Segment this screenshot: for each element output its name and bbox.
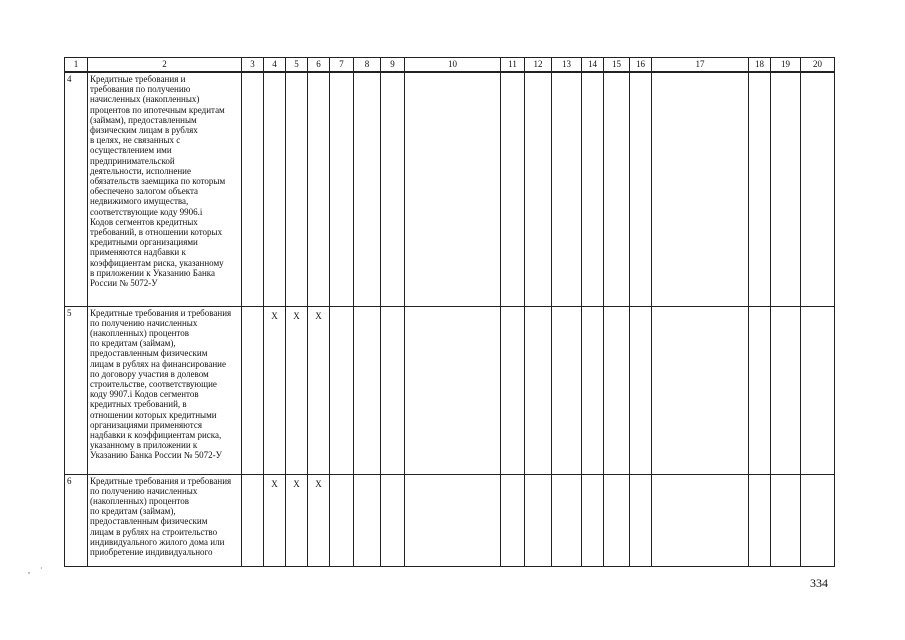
- table-row: [65, 474, 835, 566]
- table-cell: [405, 306, 501, 474]
- table-cell: [604, 306, 630, 474]
- row-number: 6: [65, 474, 88, 566]
- column-number: 15: [604, 58, 630, 73]
- column-number: 8: [354, 58, 381, 73]
- column-number: 1: [65, 58, 88, 73]
- table-cell: [749, 72, 771, 306]
- row-description: Кредитные требования и требования по получению начисленных (накопленных) процентов по кредитам (займам), предоставленным физическим лицам в рублях на строительство индивидуального жилого дома или приобретение индивидуального: [88, 474, 242, 566]
- table-cell: [749, 306, 771, 474]
- table-cell: [242, 72, 264, 306]
- column-number: 5: [286, 58, 308, 73]
- table-cell: [801, 72, 835, 306]
- table-cell: [330, 474, 354, 566]
- table-cell: [501, 306, 525, 474]
- page-number: 334: [810, 576, 828, 590]
- table-cell: [801, 306, 835, 474]
- table-cell: [525, 474, 552, 566]
- column-number: 10: [405, 58, 501, 73]
- column-number: 19: [771, 58, 801, 73]
- table-cell: X: [308, 474, 330, 566]
- table-cell: [582, 72, 604, 306]
- table-cell: [308, 72, 330, 306]
- register-table: [64, 57, 835, 567]
- table-cell: [286, 72, 308, 306]
- column-number: 6: [308, 58, 330, 73]
- table-cell: [652, 306, 749, 474]
- table-cell: [525, 72, 552, 306]
- row-number: 5: [65, 306, 88, 474]
- table-row: [65, 72, 835, 306]
- table-cell: [525, 306, 552, 474]
- table-cell: [405, 72, 501, 306]
- table-cell: [771, 72, 801, 306]
- scan-speck: ·: [40, 564, 43, 573]
- table-cell: [330, 72, 354, 306]
- table-cell: [582, 474, 604, 566]
- table-cell: [604, 72, 630, 306]
- column-number: 17: [652, 58, 749, 73]
- table-cell: [630, 306, 652, 474]
- table-cell: [552, 474, 582, 566]
- column-number: 16: [630, 58, 652, 73]
- table-cell: [604, 474, 630, 566]
- table-cell: [771, 474, 801, 566]
- table-cell: [354, 306, 381, 474]
- table-cell: [552, 72, 582, 306]
- table-cell: X: [286, 474, 308, 566]
- column-number: 20: [801, 58, 835, 73]
- table-cell: [501, 474, 525, 566]
- row-number: 4: [65, 72, 88, 306]
- table-cell: X: [286, 306, 308, 474]
- table-cell: X: [264, 306, 286, 474]
- table-cell: [630, 72, 652, 306]
- column-number: 11: [501, 58, 525, 73]
- column-number: 12: [525, 58, 552, 73]
- column-number: 7: [330, 58, 354, 73]
- column-number: 2: [88, 58, 242, 73]
- table-cell: [501, 72, 525, 306]
- row-description: Кредитные требования и требования по получению начисленных (накопленных) процентов по кредитам (займам), предоставленным физическим лицам в рублях на финансирование по договору участия в долевом строительстве, соответствующие коду 9907.i Кодов сегментов кредитных требований, в отношении которых кредитными организациями применяются надбавки к коэффициентам риска, указанному в приложении к Указанию Банка России № 5072-У: [88, 306, 242, 474]
- column-number: 14: [582, 58, 604, 73]
- column-number-row: [65, 58, 835, 73]
- table-cell: [242, 474, 264, 566]
- column-number: 9: [381, 58, 405, 73]
- table-cell: [582, 306, 604, 474]
- table-cell: [630, 474, 652, 566]
- table-cell: X: [308, 306, 330, 474]
- table-cell: [381, 72, 405, 306]
- table-cell: [242, 306, 264, 474]
- table-cell: [354, 474, 381, 566]
- table-cell: X: [264, 474, 286, 566]
- scan-speck: ,: [28, 566, 30, 575]
- column-number: 13: [552, 58, 582, 73]
- table-cell: [652, 474, 749, 566]
- table-cell: [330, 306, 354, 474]
- table-cell: [405, 474, 501, 566]
- table-row: [65, 306, 835, 474]
- table-cell: [771, 306, 801, 474]
- table-cell: [552, 306, 582, 474]
- table-cell: [801, 474, 835, 566]
- column-number: 18: [749, 58, 771, 73]
- column-number: 3: [242, 58, 264, 73]
- table-cell: [381, 474, 405, 566]
- table-cell: [264, 72, 286, 306]
- table-cell: [652, 72, 749, 306]
- column-number: 4: [264, 58, 286, 73]
- table-cell: [749, 474, 771, 566]
- row-description: Кредитные требования и требования по получению начисленных (накопленных) процентов по ипотечным кредитам (займам), предоставленным физическим лицам в рублях в целях, не связанных с осуществлением ими предпринимательской деятельности, исполнение обязательств заемщика по которым обеспечено залогом объекта недвижимого имущества, соответствующие коду 9906.i Кодов сегментов кредитных требований, в отношении которых кредитными организациями применяются надбавки к коэффициентам риска, указанному в приложении к Указанию Банка России № 5072-У: [88, 72, 242, 306]
- table-cell: [381, 306, 405, 474]
- table-cell: [354, 72, 381, 306]
